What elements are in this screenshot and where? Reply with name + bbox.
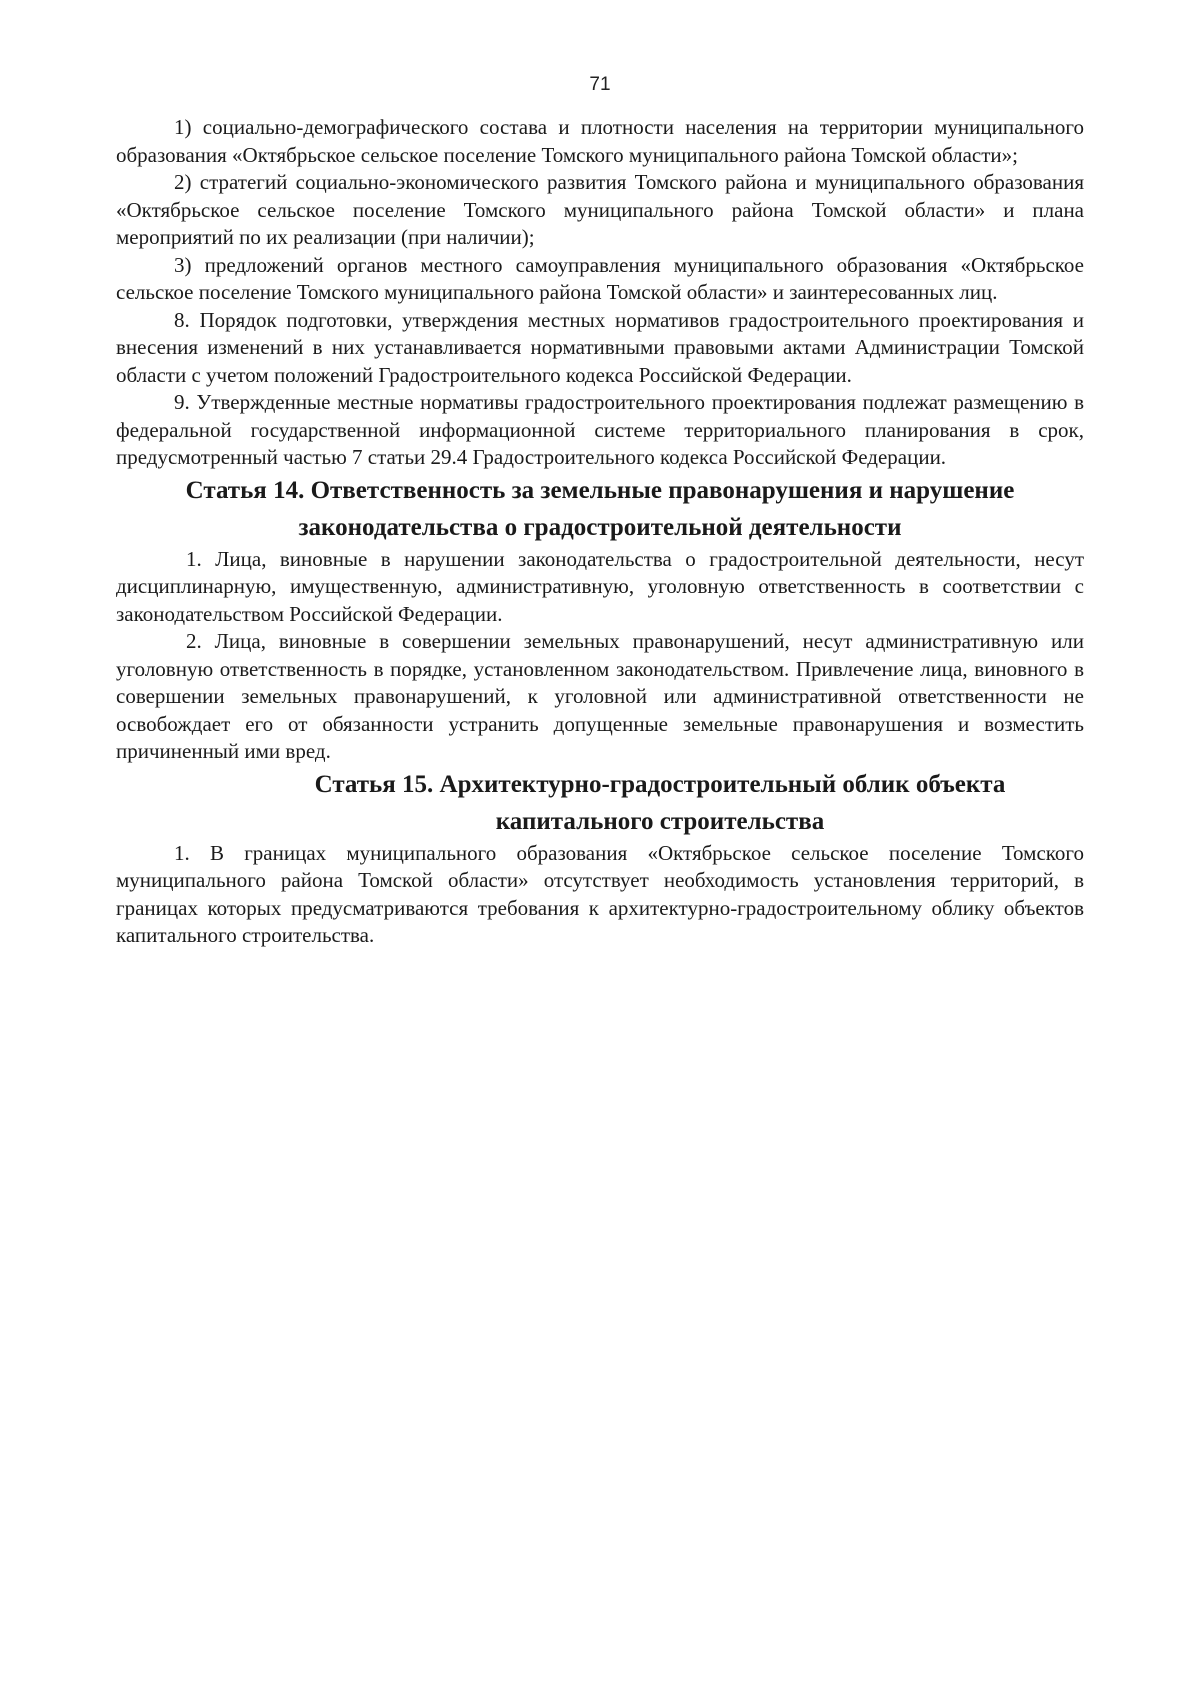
article-14-paragraph-1: 1. Лица, виновные в нарушении законодательства о градостроительной деятельности, несут дисциплинарную, имущественную, административную, уголовную ответственность в соответствии с законодательством Российской Федерации.	[116, 546, 1084, 626]
paragraph-9: 9. Утвержденные местные нормативы градостроительного проектирования подлежат размещению в федеральной государственной информационной системе территориального планирования в срок, предусмотренный частью 7 статьи 29.4 Градостроительного кодекса Российской Федерации.	[116, 390, 1084, 469]
article-14-heading	[116, 472, 1084, 546]
article-15-heading	[116, 766, 1084, 840]
page-content	[116, 114, 1084, 950]
article-14-paragraph-2: 2. Лица, виновные в совершении земельных правонарушений, несут административную или уголовную ответственность в порядке, установленном законодательством. Привлечение лица, виновного в совершении земельных правонарушений, к уголовной или административной ответственности не освобождает его от обязанности устранить допущенные земельные правонарушения и возместить причиненный ими вред.	[116, 629, 1084, 763]
paragraph-8: 8. Порядок подготовки, утверждения местных нормативов градостроительного проектирования и внесения изменений в них устанавливается нормативными правовыми актами Администрации Томской области с учетом положений Градостроительного кодекса Российской Федерации.	[116, 307, 1084, 387]
intro-item-1: 1) социально-демографического состава и плотности населения на территории муниципального образования «Октябрьское сельское поселение Томского муниципального района Томской области»;	[116, 115, 1084, 167]
intro-item-2: 2) стратегий социально-экономического развития Томского района и муниципального образования «Октябрьское сельское поселение Томского муниципального района Томской области» и плана мероприятий по их реализации (при наличии);	[116, 170, 1084, 249]
article-14-title-line-1: Статья 14. Ответственность за земельные правонарушения и нарушение	[185, 476, 1015, 504]
article-15-paragraph-1: 1. В границах муниципального образования «Октябрьское сельское поселение Томского муниципального района Томской области» отсутствует необходимость установления территорий, в границах которых предусматриваются требования к архитектурно-градостроительному облику объектов капитального строительства.	[116, 840, 1084, 947]
page-number: 71	[589, 74, 611, 95]
intro-item-3: 3) предложений органов местного самоуправления муниципального образования «Октябрьское сельское поселение Томского муниципального района Томской области» и заинтересованных лиц.	[116, 252, 1084, 304]
article-15-title-line-1: Статья 15. Архитектурно-градостроительный облик объекта	[314, 770, 1006, 798]
article-14-title-line-2: законодательства о градостроительной деятельности	[298, 513, 902, 541]
article-15-title-line-2: капитального строительства	[495, 807, 825, 835]
